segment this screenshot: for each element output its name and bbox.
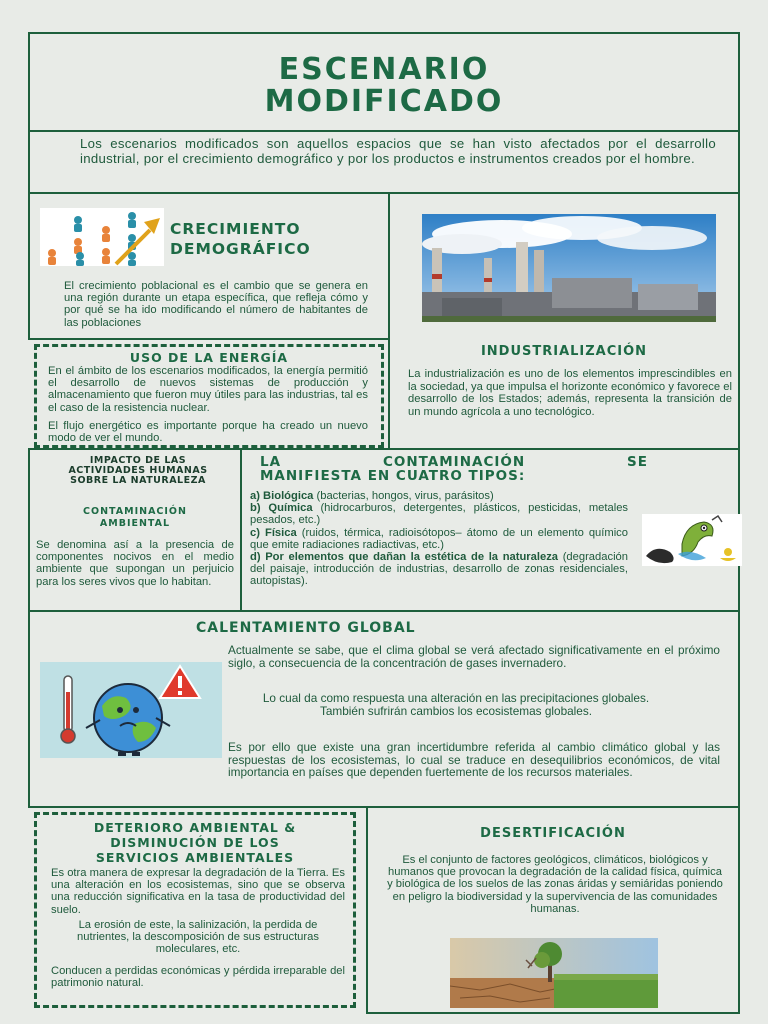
tipo-estetica-text: (degradación del paisaje, introducción de industrias, desarrollo de zonas residenciales, autopistas). <box>250 551 628 588</box>
crecimiento-title-line1: CRECIMIENTO <box>170 220 301 238</box>
calentamiento-p1: Actualmente se sabe, que el clima global se verá afectado significativamente en el próximo siglo, a consecuencia de la concentración de gases invernadero. <box>228 643 720 670</box>
contaminacion-title-line2: MANIFIESTA EN CUATRO TIPOS: <box>260 468 526 484</box>
desertificacion-box <box>366 806 740 1014</box>
title-box <box>28 32 740 132</box>
tipo-fisica-label: c) Física <box>250 526 297 539</box>
desertificacion-title: DESERTIFICACIÓN <box>480 826 626 841</box>
global-warming-earth-image <box>40 662 222 758</box>
intro-text: Los escenarios modificados son aquellos espacios que se han visto afectados por el desarrollo industrial, por el crecimiento demográfico y por los productos e instrumentos creados por el hombre. <box>80 136 716 166</box>
calentamiento-box <box>28 610 740 808</box>
crecimiento-box <box>28 192 390 340</box>
tipo-fisica-text: (ruidos, térmica, radioisótopos– átomo de un elemento químico que emite radiaciones radiactivas, etc.) <box>250 526 628 551</box>
population-growth-icon <box>40 208 164 266</box>
tipo-fisica <box>250 527 628 551</box>
impacto-title: IMPACTO DE LAS ACTIVIDADES HUMANAS SOBRE LA NATURALEZA <box>68 455 208 486</box>
factory-chimneys-image <box>422 214 716 322</box>
deterioro-title-line3: SERVICIOS AMBIENTALES <box>95 850 295 865</box>
deterioro-title-line2: DISMINUCIÓN DE LOS <box>110 835 280 850</box>
tipo-estetica-label: d) Por elementos que dañan la estética de la naturaleza <box>250 551 559 564</box>
energia-text-2: El flujo energético es importante porque ha creado un nuevo modo de ver el mundo. <box>48 420 368 445</box>
deterioro-p1: Es otra manera de expresar la degradación de la Tierra. Es una alteración en los ecosistemas, sino que se observa una reducción significativa en la tasa de productividad del suelo. <box>51 867 345 916</box>
tipo-quimica-text: (hidrocarburos, detergentes, plásticos, pesticidas, metales pesados, etc.) <box>250 502 629 527</box>
industrializacion-box <box>388 192 740 450</box>
crecimiento-text: El crecimiento poblacional es el cambio que se genera en una región durante un etapa específica, que refleja cómo y por qué se ha ido modificando el número de habitantes de las poblaciones <box>64 280 368 329</box>
crecimiento-title-line2: DEMOGRÁFICO <box>170 240 311 258</box>
calentamiento-p3: Es por ello que existe una gran incertidumbre referida al cambio climático global y las respuestas de los ecosistemas, lo cual se traduce en desequilibrios económicos, de vital importancia en países que dependen fuertemente de los recursos materiales. <box>228 740 720 780</box>
contaminacion-box <box>240 448 740 612</box>
tipo-biologica-text: (bacterias, hongos, virus, parásitos) <box>313 490 494 502</box>
deterioro-p2: La erosión de este, la salinización, la perdida de nutrientes, la descomposición de sus estructuras moleculares, etc. <box>77 919 319 956</box>
energia-box <box>34 344 384 448</box>
desert-landscape-image <box>450 938 658 1008</box>
deterioro-box <box>34 812 356 1008</box>
industrializacion-title: INDUSTRIALIZACIÓN <box>480 344 648 359</box>
polluted-fish-icon <box>642 514 742 566</box>
calentamiento-p2: Lo cual da como respuesta una alteración en las precipitaciones globales. También sufrirán cambios los ecosistemas globales. <box>262 691 650 718</box>
contaminacion-list <box>250 490 628 588</box>
tipo-estetica <box>250 551 628 588</box>
calentamiento-title: CALENTAMIENTO GLOBAL <box>196 620 416 636</box>
impacto-text: Se denomina así a la presencia de componentes nocivos en el medio ambiente que supongan un perjuicio para los seres vivos que lo habitan. <box>36 539 234 588</box>
energia-text-1: En el ámbito de los escenarios modificados, la energía permitió el desarrollo de nuevos sistemas de producción y almacenamiento que fueron muy útiles para las industrias, tal es el caso de la resistencia nuclear. <box>48 365 368 414</box>
tipo-biologica <box>250 490 628 502</box>
industrializacion-text: La industrialización es uno de los elementos imprescindibles en la sociedad, ya que impulsa el horizonte económico y favorece el desarrollo de los Estados; además, representa la transición de un mundo agrícola a uno tecnológico. <box>408 368 732 418</box>
tipo-biologica-label: a) Biológica <box>250 490 314 502</box>
energia-title: USO DE LA ENERGÍA <box>129 350 289 365</box>
intro-box <box>28 130 740 194</box>
contaminacion-ambiental-title-line1: CONTAMINACIÓN <box>83 506 187 517</box>
contaminacion-title-line1: LA CONTAMINACIÓN SE <box>260 454 648 470</box>
page-title-line2: MODIFICADO <box>264 84 504 119</box>
page-title-line1: ESCENARIO <box>278 52 490 87</box>
deterioro-title-line1: DETERIORO AMBIENTAL & <box>93 820 297 835</box>
tipo-quimica-label: b) Química <box>250 502 313 515</box>
contaminacion-ambiental-title-line2: AMBIENTAL <box>99 518 171 529</box>
impacto-box <box>28 448 242 612</box>
desertificacion-text: Es el conjunto de factores geológicos, climáticos, biológicos y humanos que provocan la degradación de la calidad física, química y biológica de los suelos de las zonas áridas y semiáridas poniendo en peligro la biodiversidad y la supervivencia de las comunidades humanas. <box>387 854 723 915</box>
tipo-quimica <box>250 502 628 526</box>
deterioro-p3: Conducen a perdidas económicas y pérdida irreparable del patrimonio natural. <box>51 965 345 990</box>
